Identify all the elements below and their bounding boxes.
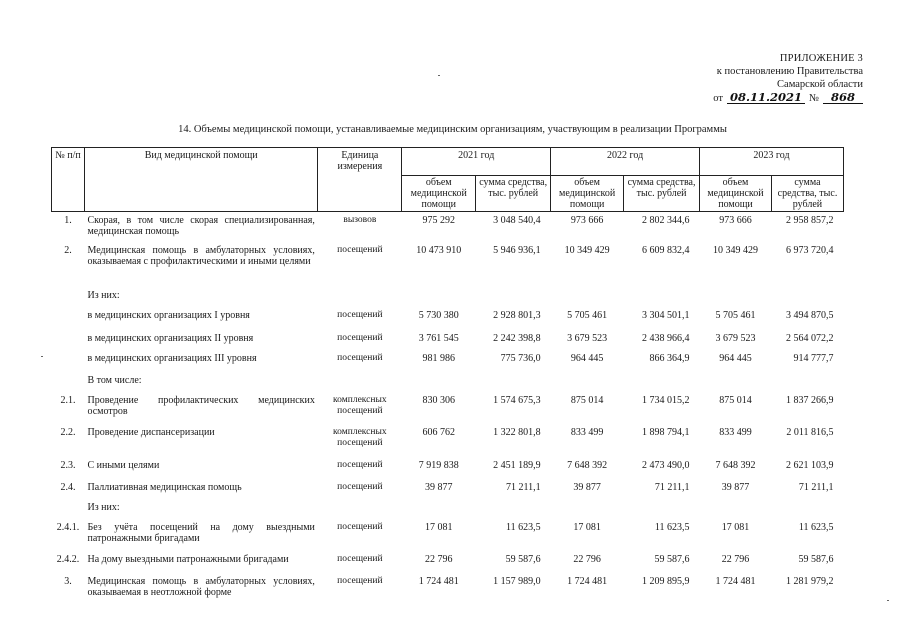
- sum-2023: [771, 290, 843, 310]
- row-kind: Из них:: [87, 289, 120, 301]
- row-number: [52, 290, 85, 310]
- row-unit: посещений: [337, 481, 383, 492]
- row-unit: [318, 502, 402, 522]
- sum-2021: 59 587,6: [505, 553, 541, 565]
- volume-2022: 22 796: [573, 553, 601, 565]
- header-year-2023: 2023 год: [700, 148, 844, 176]
- date-prefix: от: [713, 93, 723, 104]
- row-kind: в медицинских организациях III уровня: [87, 352, 257, 364]
- sum-2023: 1 281 979,2: [786, 575, 834, 587]
- sum-2021: [476, 375, 551, 395]
- header-num: № п/п: [52, 148, 85, 212]
- row-unit: посещений: [337, 553, 383, 564]
- sum-2022: [624, 375, 700, 395]
- sum-2021: 2 928 801,3: [493, 309, 541, 321]
- volume-2022: 17 081: [573, 521, 601, 533]
- table-row: [52, 522, 844, 554]
- sum-2023: 2 621 103,9: [786, 459, 834, 471]
- volume-2023: 833 499: [719, 426, 752, 438]
- volume-2023: 964 445: [719, 352, 752, 364]
- volume-2023: 7 648 392: [715, 459, 756, 471]
- sum-2021: 2 451 189,9: [493, 459, 541, 471]
- row-number: 3.: [64, 575, 72, 587]
- header-row-years: [52, 148, 844, 176]
- sum-2022: [624, 290, 700, 310]
- row-kind: Медицинская помощь в амбулаторных условиях, оказываемая в неотложной форме: [87, 575, 315, 598]
- sum-2021: 11 623,5: [506, 521, 541, 533]
- table-row: [52, 502, 844, 522]
- table-row: [52, 333, 844, 353]
- volume-2023: 875 014: [719, 394, 752, 406]
- sum-2022: 866 364,9: [649, 352, 690, 364]
- row-unit: [318, 290, 402, 310]
- header-unit: Единица измерения: [318, 148, 402, 212]
- header-sum-2021: сумма средства, тыс. рублей: [476, 176, 551, 212]
- appendix-block: [643, 52, 863, 105]
- appendix-title: ПРИЛОЖЕНИЕ 3: [779, 53, 863, 64]
- sum-2021: 1 574 675,3: [493, 394, 541, 406]
- row-unit: посещений: [337, 244, 383, 255]
- row-kind: в медицинских организациях I уровня: [87, 309, 250, 321]
- row-number: [52, 310, 85, 333]
- volume-2022: 7 648 392: [567, 459, 608, 471]
- volume-2021: 975 292: [422, 215, 455, 226]
- row-unit: посещений: [337, 309, 383, 320]
- sum-2021: 775 736,0: [500, 352, 541, 364]
- volume-2022: [551, 502, 624, 522]
- header-volume-2021: объем медицинской помощи: [402, 176, 476, 212]
- volume-2022: [551, 290, 624, 310]
- sum-2021: [476, 502, 551, 522]
- volume-2021: [402, 502, 476, 522]
- table-row: [52, 395, 844, 427]
- volume-2021: 981 986: [422, 352, 455, 364]
- volume-2021: 7 919 838: [418, 459, 459, 471]
- sum-2023: 59 587,6: [798, 553, 834, 565]
- sum-2022: 11 623,5: [654, 521, 690, 533]
- volume-2022: 875 014: [570, 394, 604, 406]
- row-number: 2.4.1.: [56, 521, 80, 533]
- volume-2022: 964 445: [570, 352, 604, 364]
- sum-2023: 71 211,1: [798, 481, 834, 493]
- row-kind: Проведение диспансеризации: [87, 426, 215, 438]
- volume-2022: 10 349 429: [564, 244, 610, 256]
- sum-2023: 1 837 266,9: [786, 394, 834, 406]
- volume-2023: 3 679 523: [715, 332, 756, 344]
- row-number: 2.2.: [60, 426, 76, 438]
- sum-2023: 2 958 857,2: [786, 215, 834, 226]
- volume-2021: 830 306: [422, 394, 455, 406]
- volume-2023: 973 666: [719, 215, 752, 226]
- sum-2021: 71 211,1: [506, 481, 541, 493]
- row-number: 2.: [64, 244, 72, 256]
- volume-2021: [402, 290, 476, 310]
- sum-2023: [771, 502, 843, 522]
- row-number: 2.4.2.: [56, 553, 80, 565]
- sum-2023: [771, 375, 843, 395]
- sum-2022: 3 304 501,1: [642, 309, 690, 321]
- row-unit: комплексных посещений: [333, 426, 387, 448]
- row-kind: Медицинская помощь в амбулаторных условиях, оказываемая с профилактическими и иными целями: [87, 244, 315, 267]
- row-kind: Скорая, в том числе скорая специализированная, медицинская помощь: [87, 215, 315, 237]
- sum-2022: 71 211,1: [654, 481, 690, 493]
- sum-2021: 1 157 989,0: [493, 575, 541, 587]
- sum-2022: [624, 502, 700, 522]
- header-sum-2023: сумма средства, тыс. рублей: [771, 176, 843, 212]
- sum-2023: 11 623,5: [798, 521, 834, 533]
- volume-2023: [700, 290, 772, 310]
- volume-2023: 22 796: [721, 553, 750, 565]
- sum-2022: 6 609 832,4: [642, 244, 690, 256]
- sum-2022: 2 802 344,6: [642, 215, 690, 226]
- header-year-2022: 2022 год: [551, 148, 700, 176]
- section-title: 14. Объемы медицинской помощи, устанавливаемые медицинским организациям, участвующим в реализации Программы: [178, 124, 727, 135]
- row-number: 1.: [64, 215, 72, 226]
- table-row: [52, 353, 844, 375]
- volume-2022: 39 877: [573, 481, 601, 493]
- row-number: [52, 502, 85, 522]
- table-row: [52, 245, 844, 290]
- volume-2023: [700, 502, 772, 522]
- row-unit: посещений: [337, 521, 383, 532]
- sum-2021: 3 048 540,4: [493, 215, 541, 226]
- table-row: [52, 482, 844, 502]
- table-row: [52, 460, 844, 482]
- row-number: 2.3.: [60, 459, 76, 471]
- header-year-2021: 2021 год: [402, 148, 551, 176]
- volume-2021: 17 081: [425, 521, 453, 533]
- sum-2023: 2 564 072,2: [786, 332, 834, 344]
- handwritten-number: 868: [823, 91, 863, 104]
- sum-2023: 3 494 870,5: [786, 309, 834, 321]
- row-unit: посещений: [337, 332, 383, 343]
- row-number: [52, 375, 85, 395]
- sum-2021: 1 322 801,8: [493, 426, 541, 438]
- sum-2022: 59 587,6: [654, 553, 690, 565]
- row-kind: Без учёта посещений на дому выездными патронажными бригадами: [87, 521, 315, 544]
- appendix-line-3: Самарской области: [777, 79, 863, 90]
- table-row: [52, 576, 844, 604]
- scan-speck: [887, 600, 889, 601]
- row-kind: Проведение профилактических медицинских осмотров: [87, 394, 315, 417]
- volume-2021: 39 877: [425, 481, 453, 493]
- volume-2022: [551, 375, 624, 395]
- sum-2021: 2 242 398,8: [493, 332, 541, 344]
- sum-2023: 6 973 720,4: [786, 244, 834, 256]
- sum-2021: 5 946 936,1: [493, 244, 541, 256]
- volume-2021: 3 761 545: [418, 332, 459, 344]
- volumes-table: [51, 147, 844, 604]
- row-unit: [318, 375, 402, 395]
- volume-2022: 1 724 481: [567, 575, 608, 587]
- sum-2022: 1 209 895,9: [642, 575, 690, 587]
- volume-2022: 3 679 523: [567, 332, 608, 344]
- scan-speck: [41, 356, 43, 357]
- appendix-line-2: к постановлению Правительства: [716, 66, 863, 77]
- sum-2023: 2 011 816,5: [786, 426, 834, 438]
- volume-2023: 10 349 429: [712, 244, 758, 256]
- row-unit: посещений: [337, 575, 383, 586]
- volume-2023: [700, 375, 772, 395]
- header-sum-2022: сумма средства, тыс. рублей: [624, 176, 700, 212]
- volume-2023: 1 724 481: [715, 575, 756, 587]
- row-unit: вызовов: [343, 215, 377, 225]
- row-unit: посещений: [337, 459, 383, 470]
- volume-2022: 833 499: [570, 426, 604, 438]
- volume-2023: 39 877: [721, 481, 750, 493]
- row-number: [52, 353, 85, 375]
- table-row: [52, 427, 844, 460]
- row-kind: На дому выездными патронажными бригадами: [87, 553, 289, 565]
- scan-speck: [438, 75, 440, 76]
- volume-2021: [402, 375, 476, 395]
- volume-2022: 5 705 461: [567, 309, 608, 321]
- table-row: [52, 375, 844, 395]
- sum-2022: 1 898 794,1: [642, 426, 690, 438]
- row-number: 2.1.: [60, 394, 76, 406]
- sum-2023: 914 777,7: [793, 352, 834, 364]
- sum-2022: 2 438 966,4: [642, 332, 690, 344]
- table-row: [52, 554, 844, 576]
- volume-2021: 10 473 910: [416, 244, 462, 256]
- table-row: [52, 310, 844, 333]
- volume-2021: 5 730 380: [418, 309, 459, 321]
- sum-2021: [476, 290, 551, 310]
- volume-2022: 973 666: [570, 215, 604, 226]
- volume-2023: 5 705 461: [715, 309, 756, 321]
- header-volume-2022: объем медицинской помощи: [551, 176, 624, 212]
- row-kind: С иными целями: [87, 459, 160, 471]
- number-prefix: №: [808, 93, 819, 104]
- row-unit: посещений: [337, 352, 383, 363]
- row-number: 2.4.: [60, 481, 76, 493]
- row-unit: комплексных посещений: [333, 394, 387, 416]
- row-kind: В том числе:: [87, 374, 142, 386]
- header-volume-2023: объем медицинской помощи: [700, 176, 772, 212]
- table-body: [52, 212, 844, 604]
- volume-2021: 22 796: [425, 553, 453, 565]
- appendix-date-number: [643, 91, 863, 105]
- sum-2022: 2 473 490,0: [642, 459, 690, 471]
- sum-2022: 1 734 015,2: [642, 394, 690, 406]
- row-kind: Из них:: [87, 501, 120, 513]
- row-kind: Паллиативная медицинская помощь: [87, 481, 242, 493]
- table-row: [52, 212, 844, 245]
- table-row: [52, 290, 844, 310]
- volume-2023: 17 081: [721, 521, 750, 533]
- volume-2021: 606 762: [422, 426, 455, 438]
- row-number: [52, 333, 85, 353]
- row-kind: в медицинских организациях II уровня: [87, 332, 254, 344]
- handwritten-date: 08.11.2021: [727, 91, 805, 104]
- header-kind: Вид медицинской помощи: [84, 148, 317, 212]
- volume-2021: 1 724 481: [418, 575, 459, 587]
